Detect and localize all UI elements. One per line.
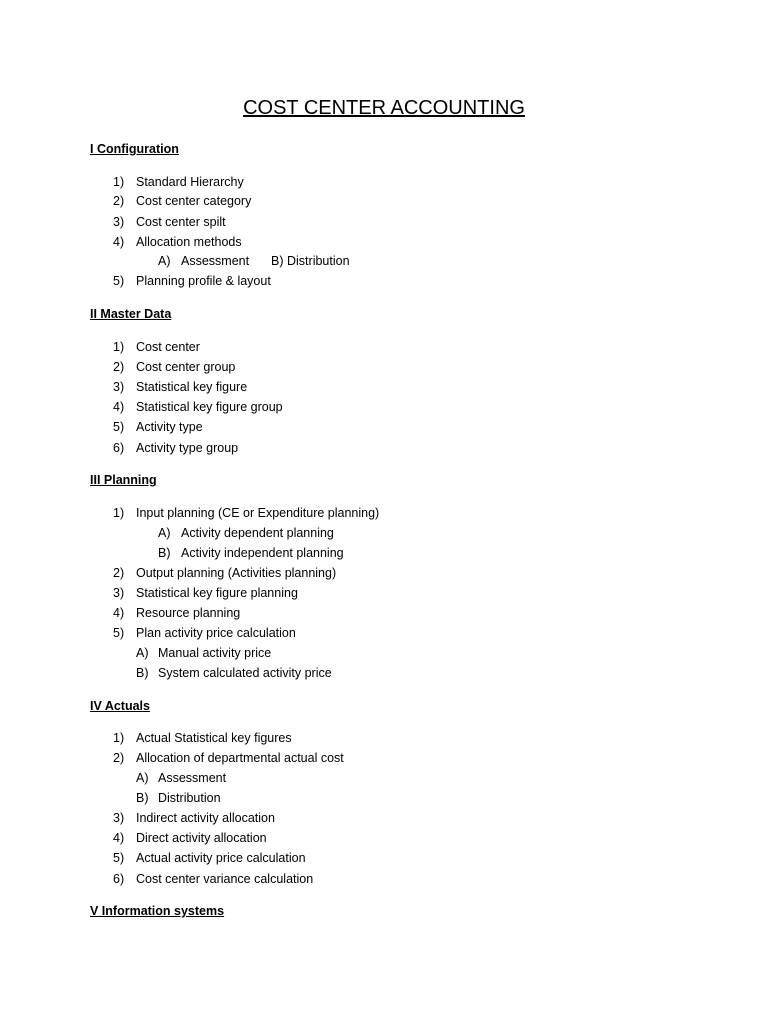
list-item-text: Resource planning <box>136 606 241 620</box>
list-item-number: A) <box>136 646 149 660</box>
list-item-text: Statistical key figure planning <box>136 586 298 600</box>
list-item-number: 5) <box>113 274 125 288</box>
list-item-number: B) <box>271 254 284 268</box>
list-item-number: B) <box>158 546 171 560</box>
list-item-number: 2) <box>113 566 125 580</box>
list-item-number: A) <box>158 526 171 540</box>
list-item-number: 5) <box>113 626 125 640</box>
list-item-text: Manual activity price <box>158 646 272 660</box>
list-item-text: Cost center category <box>136 194 252 208</box>
list-item-text: Indirect activity allocation <box>136 811 275 825</box>
list-item-text: System calculated activity price <box>158 666 332 680</box>
list-item-text: Activity dependent planning <box>181 526 334 540</box>
list-item-text: Cost center variance calculation <box>136 872 314 886</box>
section-heading: II Master Data <box>90 307 172 321</box>
list-item-number: 1) <box>113 506 125 520</box>
list-item-text: Cost center group <box>136 360 236 374</box>
list-item-text: Activity independent planning <box>181 546 344 560</box>
list-item-number: 2) <box>113 194 125 208</box>
list-item-number: 4) <box>113 606 125 620</box>
list-item-text: Direct activity allocation <box>136 831 267 845</box>
list-item-text: Assessment <box>158 771 227 785</box>
document-title: COST CENTER ACCOUNTING <box>243 97 525 119</box>
list-item-number: 3) <box>113 380 125 394</box>
list-item-number: 1) <box>113 731 125 745</box>
list-item-text: Distribution <box>158 791 221 805</box>
list-item-number: 2) <box>113 360 125 374</box>
list-item-text: Cost center spilt <box>136 215 226 229</box>
list-item-text: Actual activity price calculation <box>136 851 306 865</box>
list-item-number: 5) <box>113 420 125 434</box>
list-item-text: Output planning (Activities planning) <box>136 566 337 580</box>
list-item-text: Input planning (CE or Expenditure planning) <box>136 506 380 520</box>
list-item-number: 3) <box>113 586 125 600</box>
list-item-number: 5) <box>113 851 125 865</box>
list-item-text: Allocation methods <box>136 235 242 249</box>
list-item-number: A) <box>158 254 171 268</box>
list-item-number: B) <box>136 791 149 805</box>
list-item-text: Statistical key figure <box>136 380 248 394</box>
list-item-number: A) <box>136 771 149 785</box>
list-item-text: Standard Hierarchy <box>136 175 244 189</box>
section-heading: III Planning <box>90 473 157 487</box>
list-item-text: Actual Statistical key figures <box>136 731 292 745</box>
section-heading: IV Actuals <box>90 699 150 713</box>
section-heading: I Configuration <box>90 142 179 156</box>
list-item-number: 4) <box>113 235 125 249</box>
list-item-number: 4) <box>113 831 125 845</box>
list-item-text: Distribution <box>287 254 350 268</box>
list-item-text: Assessment <box>181 254 250 268</box>
list-item-number: 6) <box>113 441 125 455</box>
list-item-text: Cost center <box>136 340 200 354</box>
list-item-number: 3) <box>113 811 125 825</box>
list-item-number: 6) <box>113 872 125 886</box>
list-item-number: 2) <box>113 751 125 765</box>
section-heading: V Information systems <box>90 904 225 918</box>
list-item-text: Statistical key figure group <box>136 400 283 414</box>
list-item-text: Activity type group <box>136 441 239 455</box>
list-item-text: Planning profile & layout <box>136 274 271 288</box>
list-item-number: B) <box>136 666 149 680</box>
list-item-number: 1) <box>113 175 125 189</box>
list-item-text: Activity type <box>136 420 203 434</box>
list-item-number: 1) <box>113 340 125 354</box>
list-item-text: Allocation of departmental actual cost <box>136 751 344 765</box>
list-item-number: 3) <box>113 215 125 229</box>
list-item-number: 4) <box>113 400 125 414</box>
list-item-text: Plan activity price calculation <box>136 626 296 640</box>
